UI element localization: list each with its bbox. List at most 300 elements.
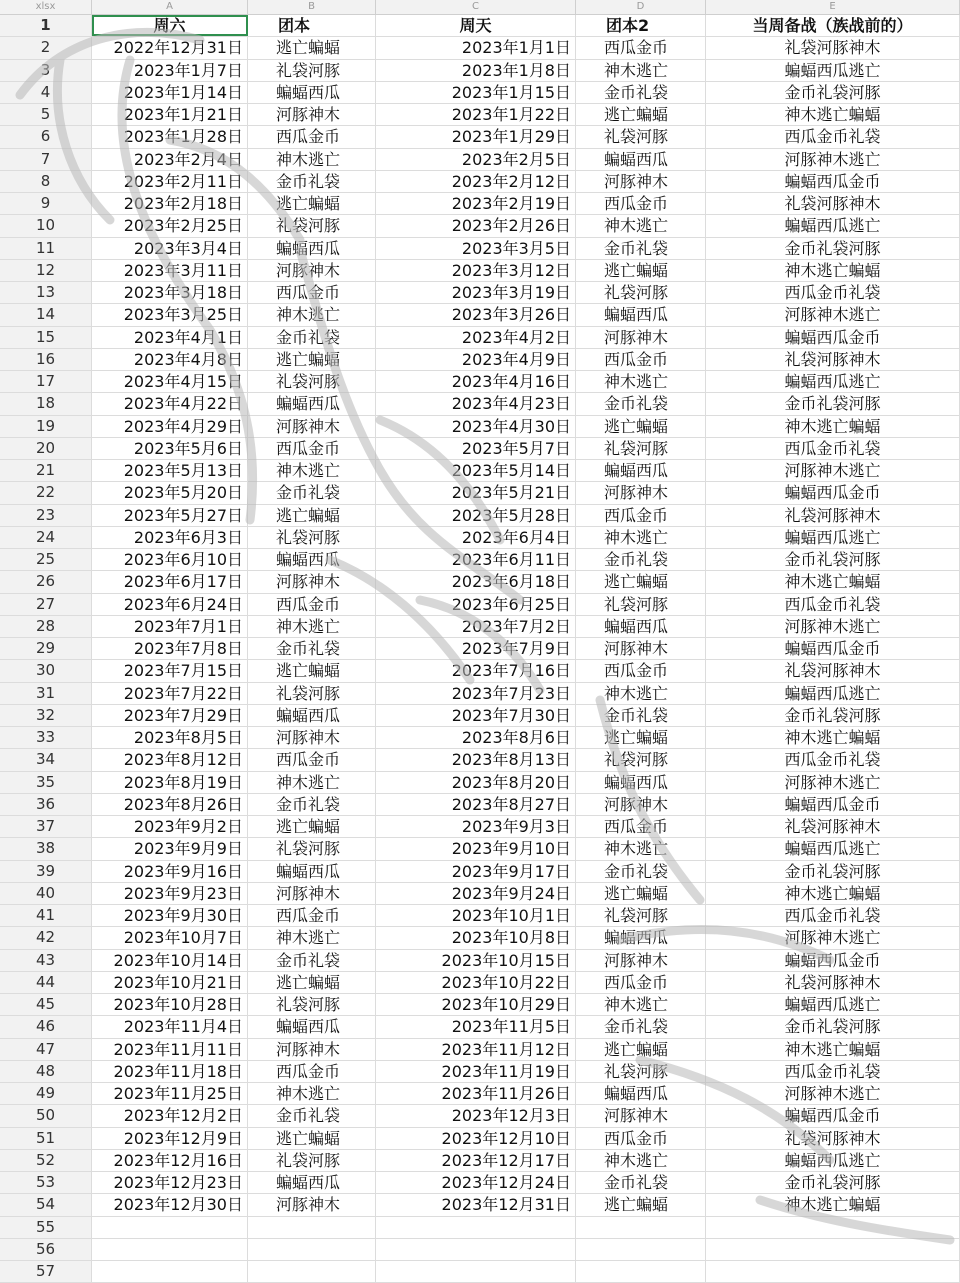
date-sunday-cell[interactable]: 2023年9月10日 (376, 838, 576, 859)
row-number[interactable]: 26 (0, 571, 92, 592)
row-number[interactable]: 54 (0, 1194, 92, 1215)
date-sunday-cell[interactable]: 2023年10月29日 (376, 994, 576, 1015)
raid2-cell[interactable]: 逃亡蝙蝠 (576, 260, 706, 281)
empty-cell[interactable] (92, 1217, 248, 1238)
weekly-prep-cell[interactable]: 蝙蝠西瓜金币 (706, 171, 960, 192)
raid2-cell[interactable]: 西瓜金币 (576, 972, 706, 993)
row-number[interactable]: 7 (0, 149, 92, 170)
row-number[interactable]: 38 (0, 838, 92, 859)
weekly-prep-cell[interactable]: 礼袋河豚神木 (706, 193, 960, 214)
row-number[interactable]: 17 (0, 371, 92, 392)
weekly-prep-cell[interactable]: 河豚神木逃亡 (706, 616, 960, 637)
raid-cell[interactable]: 礼袋河豚 (248, 60, 376, 81)
raid2-cell[interactable]: 蝙蝠西瓜 (576, 149, 706, 170)
weekly-prep-cell[interactable]: 河豚神木逃亡 (706, 460, 960, 481)
raid-cell[interactable]: 神木逃亡 (248, 772, 376, 793)
raid2-cell[interactable]: 河豚神木 (576, 171, 706, 192)
weekly-prep-cell[interactable]: 金币礼袋河豚 (706, 1172, 960, 1193)
row-number[interactable]: 51 (0, 1128, 92, 1149)
weekly-prep-cell[interactable]: 蝙蝠西瓜逃亡 (706, 1150, 960, 1171)
date-saturday-cell[interactable]: 2023年1月28日 (92, 126, 248, 147)
weekly-prep-cell[interactable]: 蝙蝠西瓜逃亡 (706, 215, 960, 236)
weekly-prep-cell[interactable]: 礼袋河豚神木 (706, 816, 960, 837)
row-number[interactable]: 36 (0, 794, 92, 815)
date-saturday-cell[interactable]: 2023年9月2日 (92, 816, 248, 837)
weekly-prep-cell[interactable]: 蝙蝠西瓜逃亡 (706, 371, 960, 392)
row-number[interactable]: 9 (0, 193, 92, 214)
weekly-prep-cell[interactable]: 礼袋河豚神木 (706, 349, 960, 370)
weekly-prep-cell[interactable]: 西瓜金币礼袋 (706, 438, 960, 459)
row-number[interactable]: 34 (0, 749, 92, 770)
date-saturday-cell[interactable]: 2023年4月29日 (92, 416, 248, 437)
date-saturday-cell[interactable]: 2023年6月24日 (92, 594, 248, 615)
date-sunday-cell[interactable]: 2023年5月14日 (376, 460, 576, 481)
row-number[interactable]: 55 (0, 1217, 92, 1238)
date-saturday-cell[interactable]: 2023年2月18日 (92, 193, 248, 214)
row-number[interactable]: 20 (0, 438, 92, 459)
date-saturday-cell[interactable]: 2023年9月23日 (92, 883, 248, 904)
raid-cell[interactable]: 金币礼袋 (248, 482, 376, 503)
row-number[interactable]: 45 (0, 994, 92, 1015)
raid-cell[interactable]: 逃亡蝙蝠 (248, 349, 376, 370)
date-saturday-cell[interactable]: 2023年1月21日 (92, 104, 248, 125)
weekly-prep-cell[interactable]: 礼袋河豚神木 (706, 972, 960, 993)
date-sunday-cell[interactable]: 2023年3月12日 (376, 260, 576, 281)
raid-cell[interactable]: 西瓜金币 (248, 905, 376, 926)
date-saturday-cell[interactable]: 2023年11月11日 (92, 1039, 248, 1060)
date-sunday-cell[interactable]: 2023年1月1日 (376, 37, 576, 58)
raid2-cell[interactable]: 金币礼袋 (576, 1172, 706, 1193)
row-number[interactable]: 11 (0, 238, 92, 259)
date-sunday-cell[interactable]: 2023年2月26日 (376, 215, 576, 236)
date-sunday-cell[interactable]: 2023年11月5日 (376, 1016, 576, 1037)
date-saturday-cell[interactable]: 2023年8月26日 (92, 794, 248, 815)
raid2-cell[interactable]: 神木逃亡 (576, 527, 706, 548)
row-number[interactable]: 39 (0, 861, 92, 882)
date-sunday-cell[interactable]: 2023年11月26日 (376, 1083, 576, 1104)
date-sunday-cell[interactable]: 2023年12月3日 (376, 1105, 576, 1126)
weekly-prep-cell[interactable]: 礼袋河豚神木 (706, 660, 960, 681)
weekly-prep-cell[interactable]: 蝙蝠西瓜金币 (706, 327, 960, 348)
raid-cell[interactable]: 金币礼袋 (248, 794, 376, 815)
raid-cell[interactable]: 金币礼袋 (248, 327, 376, 348)
date-sunday-cell[interactable]: 2023年11月19日 (376, 1061, 576, 1082)
raid2-cell[interactable]: 逃亡蝙蝠 (576, 416, 706, 437)
date-saturday-cell[interactable]: 2023年2月25日 (92, 215, 248, 236)
weekly-prep-cell[interactable]: 蝙蝠西瓜金币 (706, 1105, 960, 1126)
raid-cell[interactable]: 神木逃亡 (248, 927, 376, 948)
row-number[interactable]: 35 (0, 772, 92, 793)
raid2-cell[interactable]: 蝙蝠西瓜 (576, 616, 706, 637)
raid2-cell[interactable]: 蝙蝠西瓜 (576, 772, 706, 793)
raid-cell[interactable]: 蝙蝠西瓜 (248, 393, 376, 414)
date-saturday-cell[interactable]: 2023年1月14日 (92, 82, 248, 103)
date-sunday-cell[interactable]: 2023年4月2日 (376, 327, 576, 348)
raid-cell[interactable]: 蝙蝠西瓜 (248, 1172, 376, 1193)
raid2-cell[interactable]: 河豚神木 (576, 950, 706, 971)
row-number[interactable]: 40 (0, 883, 92, 904)
raid-cell[interactable]: 河豚神木 (248, 260, 376, 281)
date-sunday-cell[interactable]: 2023年7月30日 (376, 705, 576, 726)
date-saturday-cell[interactable]: 2023年12月9日 (92, 1128, 248, 1149)
row-number[interactable]: 37 (0, 816, 92, 837)
date-sunday-cell[interactable]: 2023年5月21日 (376, 482, 576, 503)
row-number[interactable]: 49 (0, 1083, 92, 1104)
date-sunday-cell[interactable]: 2023年6月4日 (376, 527, 576, 548)
date-sunday-cell[interactable]: 2023年7月2日 (376, 616, 576, 637)
weekly-prep-cell[interactable]: 神木逃亡蝙蝠 (706, 416, 960, 437)
date-saturday-cell[interactable]: 2023年5月6日 (92, 438, 248, 459)
date-saturday-cell[interactable]: 2023年10月28日 (92, 994, 248, 1015)
raid2-cell[interactable]: 西瓜金币 (576, 505, 706, 526)
date-sunday-cell[interactable]: 2023年2月19日 (376, 193, 576, 214)
date-sunday-cell[interactable]: 2023年7月23日 (376, 683, 576, 704)
raid-cell[interactable]: 逃亡蝙蝠 (248, 660, 376, 681)
raid2-cell[interactable]: 河豚神木 (576, 794, 706, 815)
raid2-cell[interactable]: 金币礼袋 (576, 238, 706, 259)
date-saturday-cell[interactable]: 2023年4月1日 (92, 327, 248, 348)
row-number[interactable]: 56 (0, 1239, 92, 1260)
weekly-prep-cell[interactable]: 礼袋河豚神木 (706, 1128, 960, 1149)
raid-cell[interactable]: 礼袋河豚 (248, 838, 376, 859)
row-number[interactable]: 3 (0, 60, 92, 81)
date-saturday-cell[interactable]: 2023年4月8日 (92, 349, 248, 370)
weekly-prep-cell[interactable]: 西瓜金币礼袋 (706, 594, 960, 615)
raid2-cell[interactable]: 礼袋河豚 (576, 282, 706, 303)
date-sunday-cell[interactable]: 2023年9月24日 (376, 883, 576, 904)
raid-cell[interactable]: 礼袋河豚 (248, 1150, 376, 1171)
raid-cell[interactable]: 河豚神木 (248, 571, 376, 592)
row-number[interactable]: 46 (0, 1016, 92, 1037)
raid-cell[interactable]: 礼袋河豚 (248, 371, 376, 392)
raid-cell[interactable]: 西瓜金币 (248, 1061, 376, 1082)
weekly-prep-cell[interactable]: 蝙蝠西瓜金币 (706, 482, 960, 503)
date-saturday-cell[interactable]: 2023年10月7日 (92, 927, 248, 948)
date-sunday-cell[interactable]: 2023年1月29日 (376, 126, 576, 147)
raid2-cell[interactable]: 西瓜金币 (576, 37, 706, 58)
raid-cell[interactable]: 神木逃亡 (248, 1083, 376, 1104)
row-number[interactable]: 57 (0, 1261, 92, 1282)
date-sunday-cell[interactable]: 2023年6月25日 (376, 594, 576, 615)
raid2-cell[interactable]: 金币礼袋 (576, 861, 706, 882)
weekly-prep-cell[interactable]: 金币礼袋河豚 (706, 861, 960, 882)
raid-cell[interactable]: 金币礼袋 (248, 950, 376, 971)
weekly-prep-cell[interactable]: 西瓜金币礼袋 (706, 282, 960, 303)
raid2-cell[interactable]: 金币礼袋 (576, 82, 706, 103)
raid2-cell[interactable]: 蝙蝠西瓜 (576, 460, 706, 481)
weekly-prep-cell[interactable]: 河豚神木逃亡 (706, 772, 960, 793)
row-number[interactable]: 50 (0, 1105, 92, 1126)
raid2-cell[interactable]: 西瓜金币 (576, 660, 706, 681)
raid2-cell[interactable]: 神木逃亡 (576, 838, 706, 859)
empty-cell[interactable] (92, 1239, 248, 1260)
weekly-prep-cell[interactable]: 西瓜金币礼袋 (706, 1061, 960, 1082)
raid2-cell[interactable]: 礼袋河豚 (576, 749, 706, 770)
raid2-cell[interactable]: 礼袋河豚 (576, 594, 706, 615)
row-number[interactable]: 21 (0, 460, 92, 481)
row-number[interactable]: 22 (0, 482, 92, 503)
raid-cell[interactable]: 河豚神木 (248, 1194, 376, 1215)
row-number[interactable]: 23 (0, 505, 92, 526)
date-saturday-cell[interactable]: 2023年5月27日 (92, 505, 248, 526)
raid2-cell[interactable]: 神木逃亡 (576, 60, 706, 81)
date-sunday-cell[interactable]: 2023年10月22日 (376, 972, 576, 993)
weekly-prep-cell[interactable]: 金币礼袋河豚 (706, 549, 960, 570)
raid2-cell[interactable]: 逃亡蝙蝠 (576, 1194, 706, 1215)
empty-cell[interactable] (576, 1217, 706, 1238)
raid2-cell[interactable]: 金币礼袋 (576, 393, 706, 414)
date-saturday-cell[interactable]: 2023年4月22日 (92, 393, 248, 414)
row-number[interactable]: 15 (0, 327, 92, 348)
date-saturday-cell[interactable]: 2023年9月16日 (92, 861, 248, 882)
empty-cell[interactable] (248, 1217, 376, 1238)
date-saturday-cell[interactable]: 2023年2月4日 (92, 149, 248, 170)
raid2-cell[interactable]: 逃亡蝙蝠 (576, 883, 706, 904)
date-sunday-cell[interactable]: 2023年3月26日 (376, 304, 576, 325)
raid2-cell[interactable]: 神木逃亡 (576, 1150, 706, 1171)
date-saturday-cell[interactable]: 2023年11月18日 (92, 1061, 248, 1082)
row-number[interactable]: 4 (0, 82, 92, 103)
row-number[interactable]: 6 (0, 126, 92, 147)
raid2-cell[interactable]: 金币礼袋 (576, 705, 706, 726)
raid-cell[interactable]: 逃亡蝙蝠 (248, 505, 376, 526)
date-saturday-cell[interactable]: 2023年12月2日 (92, 1105, 248, 1126)
date-sunday-cell[interactable]: 2023年1月8日 (376, 60, 576, 81)
empty-cell[interactable] (576, 1261, 706, 1282)
date-sunday-cell[interactable]: 2023年8月20日 (376, 772, 576, 793)
raid2-cell[interactable]: 河豚神木 (576, 638, 706, 659)
empty-cell[interactable] (576, 1239, 706, 1260)
date-saturday-cell[interactable]: 2023年6月17日 (92, 571, 248, 592)
date-sunday-cell[interactable]: 2023年10月15日 (376, 950, 576, 971)
date-sunday-cell[interactable]: 2023年9月17日 (376, 861, 576, 882)
header-cell-raid2[interactable]: 团本2 (576, 15, 706, 36)
date-sunday-cell[interactable]: 2023年9月3日 (376, 816, 576, 837)
raid-cell[interactable]: 礼袋河豚 (248, 215, 376, 236)
date-sunday-cell[interactable]: 2023年8月6日 (376, 727, 576, 748)
raid-cell[interactable]: 河豚神木 (248, 1039, 376, 1060)
weekly-prep-cell[interactable]: 神木逃亡蝙蝠 (706, 727, 960, 748)
weekly-prep-cell[interactable]: 河豚神木逃亡 (706, 1083, 960, 1104)
raid2-cell[interactable]: 蝙蝠西瓜 (576, 304, 706, 325)
date-saturday-cell[interactable]: 2023年12月23日 (92, 1172, 248, 1193)
date-saturday-cell[interactable]: 2023年5月20日 (92, 482, 248, 503)
row-number[interactable]: 42 (0, 927, 92, 948)
date-saturday-cell[interactable]: 2023年12月30日 (92, 1194, 248, 1215)
date-saturday-cell[interactable]: 2023年7月29日 (92, 705, 248, 726)
row-number[interactable]: 8 (0, 171, 92, 192)
row-number[interactable]: 48 (0, 1061, 92, 1082)
weekly-prep-cell[interactable]: 神木逃亡蝙蝠 (706, 883, 960, 904)
date-saturday-cell[interactable]: 2023年4月15日 (92, 371, 248, 392)
row-number[interactable]: 12 (0, 260, 92, 281)
row-number[interactable]: 2 (0, 37, 92, 58)
raid2-cell[interactable]: 逃亡蝙蝠 (576, 571, 706, 592)
raid-cell[interactable]: 蝙蝠西瓜 (248, 82, 376, 103)
raid-cell[interactable]: 逃亡蝙蝠 (248, 37, 376, 58)
raid2-cell[interactable]: 礼袋河豚 (576, 126, 706, 147)
row-number[interactable]: 41 (0, 905, 92, 926)
raid2-cell[interactable]: 礼袋河豚 (576, 905, 706, 926)
raid-cell[interactable]: 蝙蝠西瓜 (248, 549, 376, 570)
header-cell-saturday[interactable]: 周六 (92, 15, 248, 36)
date-sunday-cell[interactable]: 2023年3月19日 (376, 282, 576, 303)
weekly-prep-cell[interactable]: 神木逃亡蝙蝠 (706, 1039, 960, 1060)
raid-cell[interactable]: 蝙蝠西瓜 (248, 238, 376, 259)
row-number[interactable]: 44 (0, 972, 92, 993)
weekly-prep-cell[interactable]: 西瓜金币礼袋 (706, 749, 960, 770)
row-number[interactable]: 47 (0, 1039, 92, 1060)
date-saturday-cell[interactable]: 2023年8月19日 (92, 772, 248, 793)
weekly-prep-cell[interactable]: 蝙蝠西瓜金币 (706, 950, 960, 971)
weekly-prep-cell[interactable]: 金币礼袋河豚 (706, 393, 960, 414)
weekly-prep-cell[interactable]: 金币礼袋河豚 (706, 1016, 960, 1037)
date-saturday-cell[interactable]: 2023年10月21日 (92, 972, 248, 993)
raid2-cell[interactable]: 礼袋河豚 (576, 1061, 706, 1082)
weekly-prep-cell[interactable]: 蝙蝠西瓜逃亡 (706, 683, 960, 704)
weekly-prep-cell[interactable]: 礼袋河豚神木 (706, 37, 960, 58)
raid-cell[interactable]: 神木逃亡 (248, 149, 376, 170)
column-header-e[interactable]: E (706, 0, 960, 14)
raid-cell[interactable]: 河豚神木 (248, 104, 376, 125)
raid-cell[interactable]: 西瓜金币 (248, 749, 376, 770)
date-saturday-cell[interactable]: 2023年7月15日 (92, 660, 248, 681)
date-saturday-cell[interactable]: 2023年3月25日 (92, 304, 248, 325)
date-sunday-cell[interactable]: 2023年6月11日 (376, 549, 576, 570)
raid2-cell[interactable]: 神木逃亡 (576, 215, 706, 236)
raid-cell[interactable]: 金币礼袋 (248, 1105, 376, 1126)
raid-cell[interactable]: 逃亡蝙蝠 (248, 972, 376, 993)
date-sunday-cell[interactable]: 2023年1月22日 (376, 104, 576, 125)
column-header-c[interactable]: C (376, 0, 576, 14)
raid2-cell[interactable]: 金币礼袋 (576, 549, 706, 570)
date-saturday-cell[interactable]: 2023年9月9日 (92, 838, 248, 859)
empty-cell[interactable] (376, 1239, 576, 1260)
date-sunday-cell[interactable]: 2023年8月13日 (376, 749, 576, 770)
raid-cell[interactable]: 逃亡蝙蝠 (248, 816, 376, 837)
empty-cell[interactable] (706, 1217, 960, 1238)
weekly-prep-cell[interactable]: 神木逃亡蝙蝠 (706, 571, 960, 592)
date-saturday-cell[interactable]: 2022年12月31日 (92, 37, 248, 58)
row-number[interactable]: 18 (0, 393, 92, 414)
raid-cell[interactable]: 西瓜金币 (248, 594, 376, 615)
weekly-prep-cell[interactable]: 河豚神木逃亡 (706, 927, 960, 948)
raid2-cell[interactable]: 河豚神木 (576, 482, 706, 503)
weekly-prep-cell[interactable]: 礼袋河豚神木 (706, 505, 960, 526)
raid-cell[interactable]: 西瓜金币 (248, 438, 376, 459)
date-sunday-cell[interactable]: 2023年4月23日 (376, 393, 576, 414)
row-number[interactable]: 5 (0, 104, 92, 125)
column-header-b[interactable]: B (248, 0, 376, 14)
raid-cell[interactable]: 逃亡蝙蝠 (248, 193, 376, 214)
row-number[interactable]: 14 (0, 304, 92, 325)
raid2-cell[interactable]: 蝙蝠西瓜 (576, 1083, 706, 1104)
raid-cell[interactable]: 神木逃亡 (248, 460, 376, 481)
row-number[interactable]: 31 (0, 683, 92, 704)
empty-cell[interactable] (92, 1261, 248, 1282)
weekly-prep-cell[interactable]: 西瓜金币礼袋 (706, 126, 960, 147)
raid2-cell[interactable]: 神木逃亡 (576, 683, 706, 704)
weekly-prep-cell[interactable]: 蝙蝠西瓜逃亡 (706, 994, 960, 1015)
raid2-cell[interactable]: 神木逃亡 (576, 371, 706, 392)
raid2-cell[interactable]: 西瓜金币 (576, 816, 706, 837)
column-header-a[interactable]: A (92, 0, 248, 14)
weekly-prep-cell[interactable]: 神木逃亡蝙蝠 (706, 104, 960, 125)
row-number[interactable]: 24 (0, 527, 92, 548)
raid-cell[interactable]: 金币礼袋 (248, 638, 376, 659)
weekly-prep-cell[interactable]: 蝙蝠西瓜金币 (706, 794, 960, 815)
row-number[interactable]: 53 (0, 1172, 92, 1193)
raid-cell[interactable]: 蝙蝠西瓜 (248, 861, 376, 882)
date-saturday-cell[interactable]: 2023年3月11日 (92, 260, 248, 281)
date-saturday-cell[interactable]: 2023年6月3日 (92, 527, 248, 548)
row-number[interactable]: 30 (0, 660, 92, 681)
weekly-prep-cell[interactable]: 金币礼袋河豚 (706, 82, 960, 103)
date-sunday-cell[interactable]: 2023年12月10日 (376, 1128, 576, 1149)
raid2-cell[interactable]: 金币礼袋 (576, 1016, 706, 1037)
row-number[interactable]: 16 (0, 349, 92, 370)
date-saturday-cell[interactable]: 2023年8月12日 (92, 749, 248, 770)
row-number[interactable]: 27 (0, 594, 92, 615)
row-number[interactable]: 1 (0, 15, 92, 36)
weekly-prep-cell[interactable]: 河豚神木逃亡 (706, 304, 960, 325)
raid2-cell[interactable]: 河豚神木 (576, 327, 706, 348)
raid2-cell[interactable]: 河豚神木 (576, 1105, 706, 1126)
raid-cell[interactable]: 逃亡蝙蝠 (248, 1128, 376, 1149)
date-saturday-cell[interactable]: 2023年7月8日 (92, 638, 248, 659)
row-number[interactable]: 33 (0, 727, 92, 748)
row-number[interactable]: 19 (0, 416, 92, 437)
row-number[interactable]: 13 (0, 282, 92, 303)
date-saturday-cell[interactable]: 2023年3月4日 (92, 238, 248, 259)
date-sunday-cell[interactable]: 2023年2月12日 (376, 171, 576, 192)
empty-cell[interactable] (248, 1239, 376, 1260)
date-saturday-cell[interactable]: 2023年6月10日 (92, 549, 248, 570)
row-number[interactable]: 29 (0, 638, 92, 659)
date-sunday-cell[interactable]: 2023年12月17日 (376, 1150, 576, 1171)
weekly-prep-cell[interactable]: 神木逃亡蝙蝠 (706, 260, 960, 281)
row-number[interactable]: 43 (0, 950, 92, 971)
raid2-cell[interactable]: 西瓜金币 (576, 1128, 706, 1149)
weekly-prep-cell[interactable]: 金币礼袋河豚 (706, 705, 960, 726)
raid-cell[interactable]: 礼袋河豚 (248, 683, 376, 704)
raid-cell[interactable]: 礼袋河豚 (248, 994, 376, 1015)
raid2-cell[interactable]: 礼袋河豚 (576, 438, 706, 459)
weekly-prep-cell[interactable]: 蝙蝠西瓜逃亡 (706, 527, 960, 548)
weekly-prep-cell[interactable]: 河豚神木逃亡 (706, 149, 960, 170)
date-sunday-cell[interactable]: 2023年2月5日 (376, 149, 576, 170)
raid-cell[interactable]: 金币礼袋 (248, 171, 376, 192)
raid-cell[interactable]: 神木逃亡 (248, 304, 376, 325)
date-saturday-cell[interactable]: 2023年8月5日 (92, 727, 248, 748)
weekly-prep-cell[interactable]: 蝙蝠西瓜逃亡 (706, 838, 960, 859)
date-sunday-cell[interactable]: 2023年7月16日 (376, 660, 576, 681)
raid-cell[interactable]: 礼袋河豚 (248, 527, 376, 548)
raid2-cell[interactable]: 逃亡蝙蝠 (576, 104, 706, 125)
date-saturday-cell[interactable]: 2023年3月18日 (92, 282, 248, 303)
empty-cell[interactable] (706, 1239, 960, 1260)
date-saturday-cell[interactable]: 2023年11月25日 (92, 1083, 248, 1104)
row-number[interactable]: 32 (0, 705, 92, 726)
date-sunday-cell[interactable]: 2023年7月9日 (376, 638, 576, 659)
date-saturday-cell[interactable]: 2023年9月30日 (92, 905, 248, 926)
date-sunday-cell[interactable]: 2023年6月18日 (376, 571, 576, 592)
date-sunday-cell[interactable]: 2023年3月5日 (376, 238, 576, 259)
row-number[interactable]: 52 (0, 1150, 92, 1171)
date-sunday-cell[interactable]: 2023年12月24日 (376, 1172, 576, 1193)
date-saturday-cell[interactable]: 2023年12月16日 (92, 1150, 248, 1171)
date-sunday-cell[interactable]: 2023年11月12日 (376, 1039, 576, 1060)
